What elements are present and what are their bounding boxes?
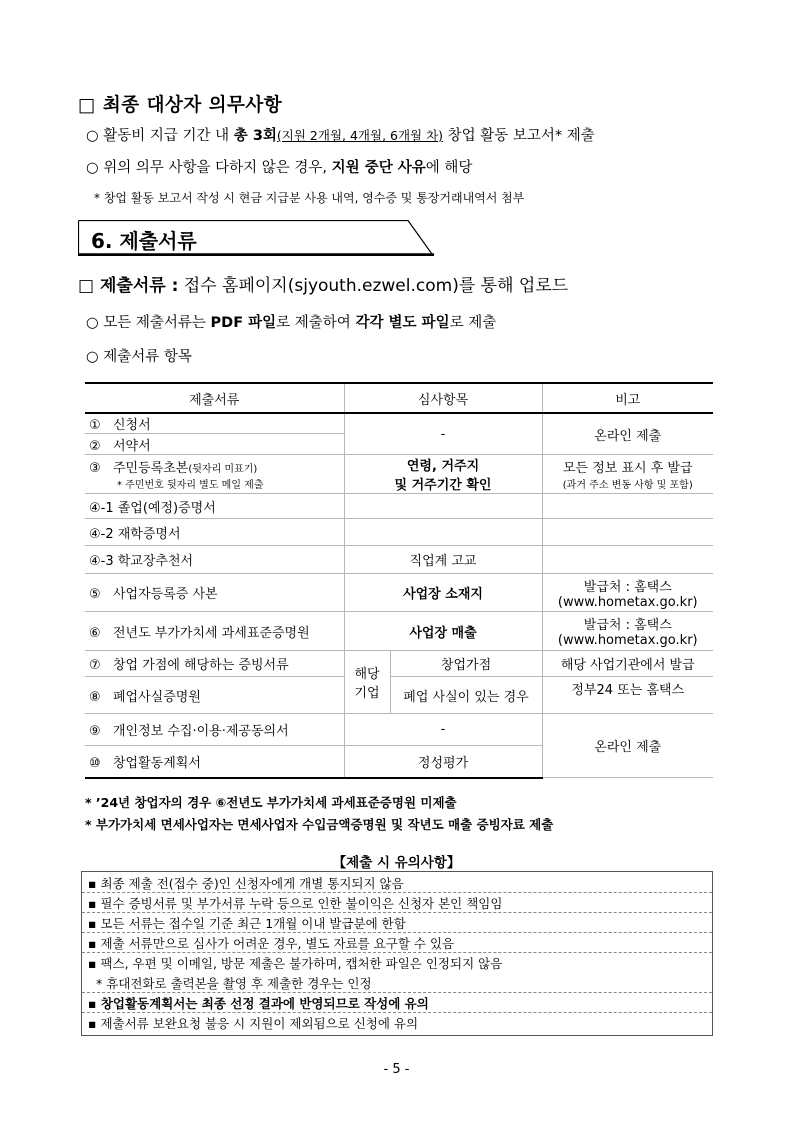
table-note-2: * 부가가치세 면세사업자는 면세사업자 수입금액증명원 및 작년도 매출 증빙자료 제출 xyxy=(85,817,554,832)
doc-cell: ⑩ 창업활동계획서 xyxy=(85,746,344,778)
obligation-item-1: ○ 활동비 지급 기간 내 총 3회(지원 2개월, 4개월, 6개월 차) 창업 활동 보고서* 제출 xyxy=(86,128,595,144)
obligation-note: * 창업 활동 보고서 작성 시 현금 지급분 사용 내역, 영수증 및 통장거래내역서 첨부 xyxy=(94,191,525,205)
caution-item: ▪ 팩스, 우편 및 이메일, 방문 제출은 불가하며, 캡처한 파일은 인정되지 않음 xyxy=(88,956,503,971)
review-cell: - xyxy=(344,413,542,455)
header-note: 비고 xyxy=(542,383,713,413)
note-cell: 해당 사업기관에서 발급 xyxy=(542,651,713,677)
doc-cell: ⑤ 사업자등록증 사본 xyxy=(85,574,344,612)
note-cell: 정부24 또는 홈택스 xyxy=(542,677,713,714)
note-cell: 발급처 : 홈택스 (www.hometax.go.kr) xyxy=(542,574,713,612)
table-row xyxy=(85,519,713,546)
doc-cell: ⑧ 폐업사실증명원 xyxy=(85,677,344,714)
review-cell: 사업장 매출 xyxy=(344,612,542,651)
caution-item: ▪ 제출서류 보완요청 불응 시 지원이 제외됨으로 신청에 유의 xyxy=(88,1016,419,1031)
table-row xyxy=(85,546,713,574)
note-cell xyxy=(542,546,713,574)
doc-cell: ④-2 재학증명서 xyxy=(85,519,344,546)
doc-cell: ⑥ 전년도 부가가치세 과세표준증명원 xyxy=(85,612,344,651)
caution-item: ▪ 최종 제출 전(접수 중)인 신청자에게 개별 통지되지 않음 xyxy=(88,876,404,891)
caution-item: ▪ 창업활동계획서는 최종 선정 결과에 반영되므로 작성에 유의 xyxy=(88,996,429,1011)
table-row xyxy=(85,413,713,434)
caution-subnote: * 휴대전화로 출력본을 촬영 후 제출한 경우는 인정 xyxy=(96,976,372,991)
table-row xyxy=(85,574,713,612)
caution-title: 【제출 시 유의사항】 xyxy=(332,855,461,871)
doc-cell: ② 서약서 xyxy=(85,434,344,455)
doc-cell: ① 신청서 xyxy=(85,413,344,434)
documents-table xyxy=(85,382,713,779)
review-cell xyxy=(344,519,542,546)
section-6-heading xyxy=(78,220,434,256)
table-header-row xyxy=(85,383,713,413)
doc-cell: ④-1 졸업(예정)증명서 xyxy=(85,494,344,519)
doc-cell: ⑦ 창업 가점에 해당하는 증빙서류 xyxy=(85,651,344,677)
note-cell: 모든 정보 표시 후 발급 (과거 주소 변동 사항 및 포함) xyxy=(542,455,713,494)
obligation-item-2: ○ 위의 의무 사항을 다하지 않은 경우, 지원 중단 사유에 해당 xyxy=(86,160,473,176)
submission-title: □ 제출서류 : 접수 홈페이지(sjyouth.ezwel.com)를 통해 업로드 xyxy=(78,276,569,296)
note-cell: 온라인 제출 xyxy=(542,714,713,778)
table-row xyxy=(85,612,713,651)
obligations-title: □ 최종 대상자 의무사항 xyxy=(78,95,283,116)
review-cell: 창업가점 xyxy=(390,651,542,677)
table-row xyxy=(85,714,713,746)
table-row xyxy=(85,455,713,494)
table-row xyxy=(85,494,713,519)
note-cell: 온라인 제출 xyxy=(542,413,713,455)
submission-item-1: ○ 모든 제출서류는 PDF 파일로 제출하여 각각 별도 파일로 제출 xyxy=(86,315,497,331)
caution-item: ▪ 제출 서류만으로 심사가 어려운 경우, 별도 자료를 요구할 수 있음 xyxy=(88,936,455,951)
table-row xyxy=(85,651,713,677)
review-cell: 직업계 고교 xyxy=(344,546,542,574)
review-cell: 사업장 소재지 xyxy=(344,574,542,612)
note-cell xyxy=(542,494,713,519)
note-cell: 발급처 : 홈택스 (www.hometax.go.kr) xyxy=(542,612,713,651)
caution-item: ▪ 모든 서류는 접수일 기준 최근 1개월 이내 발급분에 한함 xyxy=(88,916,406,931)
review-cell: - xyxy=(344,714,542,746)
review-cell xyxy=(344,494,542,519)
note-cell xyxy=(542,519,713,546)
doc-cell: ④-3 학교장추천서 xyxy=(85,546,344,574)
caution-box xyxy=(81,871,713,1036)
doc-cell: ③ 주민등록초본(뒷자리 미표기) * 주민번호 뒷자리 별도 메일 제출 xyxy=(85,455,344,494)
section-6-heading-text: 6. 제출서류 xyxy=(91,229,197,253)
review-cell: 정성평가 xyxy=(344,746,542,778)
review-cell: 폐업 사실이 있는 경우 xyxy=(390,677,542,714)
caution-item: ▪ 필수 증빙서류 및 부가서류 누락 등으로 인한 불이익은 신청자 본인 책임임 xyxy=(88,896,503,911)
page-number: - 5 - xyxy=(383,1062,410,1077)
doc-cell: ⑨ 개인정보 수집·이용·제공동의서 xyxy=(85,714,344,746)
submission-item-2: ○ 제출서류 항목 xyxy=(86,349,192,365)
table-note-1: * ’24년 창업자의 경우 ⑥전년도 부가가치세 과세표준증명원 미제출 xyxy=(85,795,457,810)
header-review: 심사항목 xyxy=(344,383,542,413)
table-row xyxy=(85,677,713,714)
header-documents: 제출서류 xyxy=(85,383,344,413)
group-cell: 해당 기업 xyxy=(344,651,390,714)
review-cell: 연령, 거주지 및 거주기간 확인 xyxy=(344,455,542,494)
